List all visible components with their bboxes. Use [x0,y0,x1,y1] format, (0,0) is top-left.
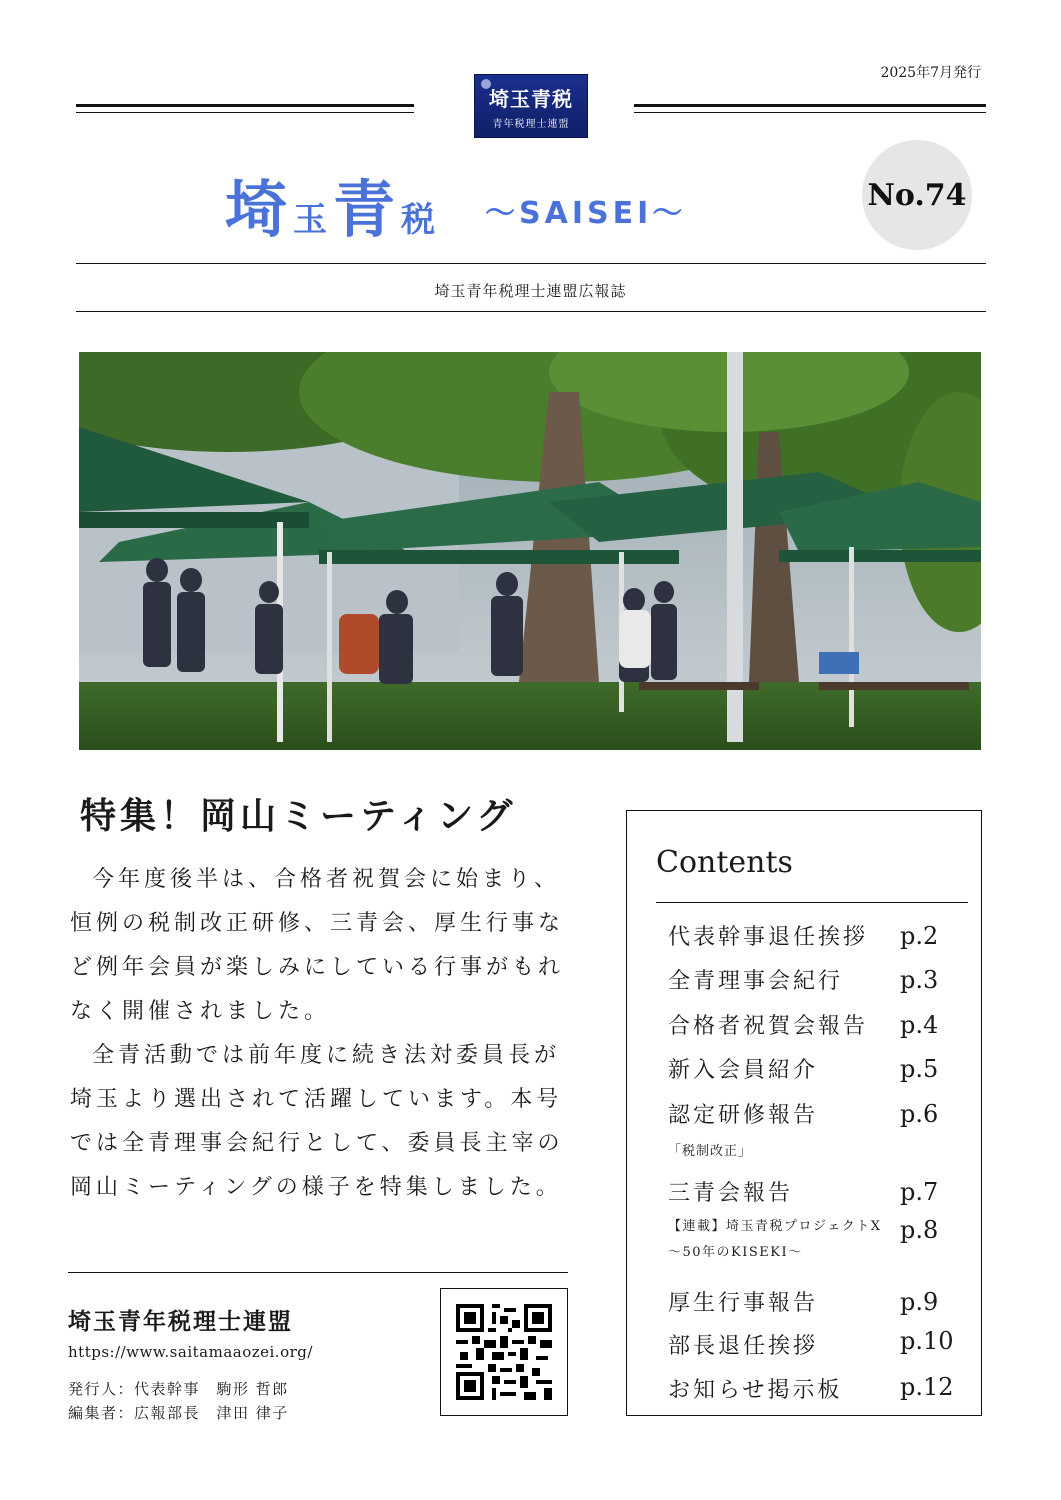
toc-item-label[interactable]: 部長退任挨拶 [668,1334,819,1359]
logo-subtext: 青年税理士連盟 [492,118,570,130]
qr-code-frame[interactable] [440,1288,568,1416]
contents-rule [656,902,968,903]
toc-item-label[interactable]: 認定研修報告 [668,1103,819,1128]
toc-item-label[interactable]: 代表幹事退任挨拶 [668,925,869,950]
toc-item-page: p.9 [900,1288,939,1316]
toc-item-label[interactable]: 合格者祝賀会報告 [668,1014,869,1039]
contents-heading: Contents [656,845,793,880]
toc-item-page: p.10 [900,1327,954,1355]
subtitle-rule-top [76,263,986,264]
toc-item-page: p.2 [900,922,939,950]
toc-item-label[interactable]: 【連載】埼玉青税プロジェクトX～50年のKISEKI～ [668,1219,882,1260]
title-latin: ～SAISEI～ [485,196,687,231]
toc-item-page: p.4 [900,1011,939,1039]
subtitle-rule-bottom [76,311,986,312]
qr-code-icon [456,1304,552,1400]
editor-credit: 編集者：広報部長 津田 律子 [68,1404,289,1422]
masthead-subtitle: 埼玉青年税理士連盟広報誌 [434,282,627,300]
title-char-2: 玉 [293,200,328,240]
toc-item-label[interactable]: お知らせ掲示板 [668,1378,843,1403]
issue-number-badge [862,140,972,250]
issue-number: No.74 [867,177,967,213]
toc-item-page: p.6 [900,1100,939,1128]
toc-item-label[interactable]: 全青理事会紀行 [668,969,844,994]
event-photo-icon [79,352,981,750]
footer-rule [68,1272,568,1273]
feature-title: 特集！岡山ミーティング [80,795,517,837]
masthead-title [225,160,686,249]
org-url[interactable]: https://www.saitamaaozei.org/ [68,1343,313,1361]
toc-item-page: p.5 [900,1055,939,1083]
title-char-4: 税 [401,200,436,240]
toc-item-page: p.7 [900,1178,939,1206]
toc-item-label[interactable]: 三青会報告 [668,1181,794,1206]
title-char-3: 青 [333,173,396,246]
logo-mark-icon [481,79,491,89]
org-name: 埼玉青年税理士連盟 [68,1308,293,1335]
logo-text: 埼玉青税 [489,86,573,111]
issue-date: 2025年7月発行 [880,65,981,81]
publisher-credit: 発行人：代表幹事 駒形 哲郎 [68,1380,289,1398]
feature-paragraph-1: 今年度後半は、合格者祝賀会に始まり、恒例の税制改正研修、三青会、厚生行事など例年会員が楽しみにしている行事がもれなく開催されました。 [70,867,565,1024]
toc-item-page: p.8 [900,1216,939,1244]
title-char-1: 埼 [225,173,288,246]
feature-paragraph-2: 全青活動では前年度に続き法対委員長が埼玉より選出されて活躍しています。本号では全青理事会紀行として、委員長主宰の岡山ミーティングの様子を特集しました。 [70,1043,564,1200]
toc-item-label[interactable]: 厚生行事報告 [668,1291,819,1316]
toc-item-note: 「税制改正」 [668,1144,753,1159]
org-logo [474,74,588,138]
feature-body [70,858,585,1210]
cover-photo [79,352,981,750]
toc-item-page: p.3 [900,966,939,994]
header-rule-left [76,104,414,107]
toc-item-page: p.12 [900,1373,954,1401]
header-rule-right [634,104,986,107]
toc-item-label[interactable]: 新入会員紹介 [668,1058,819,1083]
